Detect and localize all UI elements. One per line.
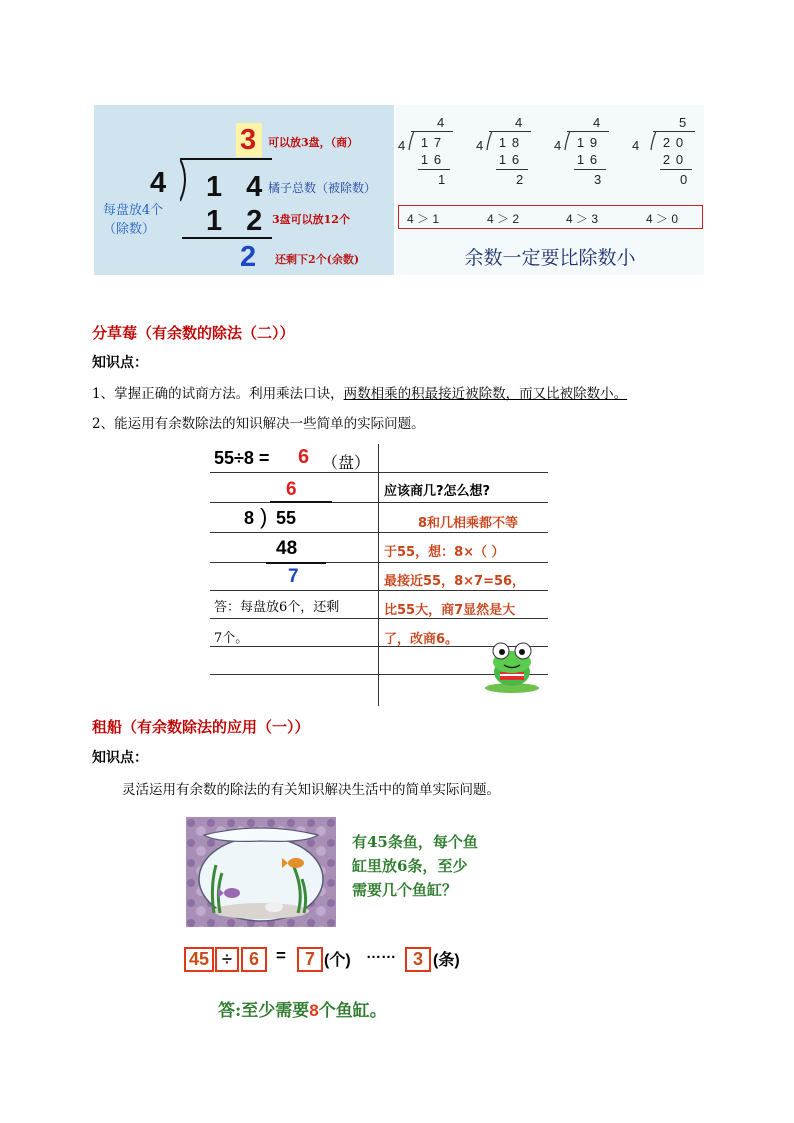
- table-reason-4: 比55大，商7显然是大: [384, 603, 516, 618]
- section1-item2: 2、能运用有余数除法的知识解决一些简单的实际问题。: [92, 416, 425, 432]
- fish-problem-line1: 有45条鱼，每个鱼: [352, 833, 478, 851]
- table-reason-5: 了，改商6。: [384, 632, 459, 647]
- banner-quotient-note: 可以放3盘，（商）: [268, 136, 359, 149]
- fish-answer: [218, 996, 387, 1021]
- table-bracket: ): [260, 504, 268, 529]
- fish-answer-suffix: 个鱼缸。: [318, 1001, 387, 1021]
- table-dividend: 55: [276, 508, 297, 528]
- long-division-3: 4 4 1 9 1 6 3: [552, 115, 629, 193]
- table-subtract-bar: [266, 562, 326, 564]
- long-division-1: 4 4 1 7 1 6 1: [396, 115, 473, 193]
- long-division-2: 4 4 1 8 1 6 2: [474, 115, 551, 193]
- banner-dividend: 1 4: [206, 171, 271, 203]
- table-remainder: 7: [288, 566, 299, 587]
- table-equation-answer: 6: [298, 446, 310, 468]
- table-divisor: 8: [244, 508, 255, 528]
- banner-left-panel: [94, 105, 394, 275]
- eq-quotient-unit: (个): [324, 952, 351, 969]
- remainder-rule: 余数一定要比除数小: [464, 247, 636, 269]
- per-plate-label: 每盘放4个: [102, 203, 164, 218]
- frog-mascot-icon: [482, 638, 542, 694]
- table-division-bar: [270, 501, 332, 503]
- eq-dots: ……: [366, 945, 396, 962]
- section1-knowledge-label: 知识点：: [92, 355, 148, 371]
- table-answer-line2: 7个。: [214, 631, 249, 646]
- table-reason-1: 8和几相乘都不等: [418, 516, 519, 531]
- comparison-4: 4 ＞ 0: [646, 212, 679, 226]
- eq-divisor-box: 6: [241, 947, 267, 972]
- section1-title: 分草莓（有余数的除法（二））: [92, 324, 295, 342]
- comparison-3: 4 ＞ 3: [566, 212, 599, 226]
- table-question: 应该商几?怎么想?: [384, 484, 491, 499]
- table-quotient: 6: [286, 479, 297, 500]
- banner-remainder-note: 还剩下2个(余数): [275, 253, 360, 266]
- eq-quotient-box: 7: [297, 947, 323, 972]
- table-equation: 55÷8 =: [214, 448, 270, 468]
- fish-answer-number: 8: [309, 1001, 319, 1020]
- fish-problem: [352, 830, 478, 902]
- banner-remainder: 2: [240, 241, 257, 273]
- banner-dividend-note: 橘子总数（被除数）: [268, 181, 377, 195]
- long-division-group: [396, 115, 704, 193]
- eq-remainder-unit: (条): [433, 952, 460, 969]
- table-equation-unit: （盘）: [322, 453, 371, 472]
- comparison-2: 4 ＞ 2: [487, 212, 520, 226]
- banner-product: 1 2: [206, 205, 271, 237]
- item1-underlined: 两数相乘的积最接近被除数，而又比被除数小。: [343, 386, 628, 402]
- per-plate-sub: （除数）: [102, 222, 155, 237]
- comparison-1: 4 ＞ 1: [407, 212, 440, 226]
- eq-equals: =: [276, 946, 286, 965]
- comparison-box: [398, 205, 703, 229]
- table-reason-2: 于55，想：8×（ ）: [384, 545, 505, 560]
- section1-item1: [92, 382, 627, 402]
- fish-answer-prefix: 答:至少需要: [218, 1001, 310, 1021]
- trial-quotient-table: [210, 444, 550, 706]
- table-reason-3: 最接近55，8×7=56，: [384, 574, 526, 589]
- banner-product-note: 3盘可以放12个: [272, 213, 350, 226]
- item1-prefix: 1、掌握正确的试商方法。利用乘法口诀，: [92, 386, 344, 402]
- fish-problem-line2: 缸里放6条，至少: [352, 857, 468, 875]
- table-answer-line1: 答：每盘放6个，还剩: [214, 600, 340, 615]
- fish-tank-image: [186, 817, 336, 927]
- eq-operator-box: ÷: [215, 947, 239, 972]
- banner-quotient: 3: [240, 124, 257, 156]
- section2-desc: 灵活运用有余数的除法的有关知识解决生活中的简单实际问题。: [122, 782, 500, 798]
- long-division-4: 5 4 2 0 2 0 0: [630, 115, 704, 193]
- eq-dividend-box: 45: [184, 947, 214, 972]
- subtraction-line: [182, 237, 272, 239]
- banner-right-panel: [396, 105, 704, 275]
- fish-problem-line3: 需要几个鱼缸？: [352, 881, 458, 899]
- table-product: 48: [276, 538, 298, 559]
- division-banner-image: [94, 105, 704, 275]
- banner-divisor: 4: [150, 167, 167, 199]
- eq-remainder-box: 3: [405, 947, 431, 972]
- section2-knowledge-label: 知识点：: [92, 750, 148, 766]
- section2-title: 租船（有余数除法的应用（一））: [92, 718, 310, 736]
